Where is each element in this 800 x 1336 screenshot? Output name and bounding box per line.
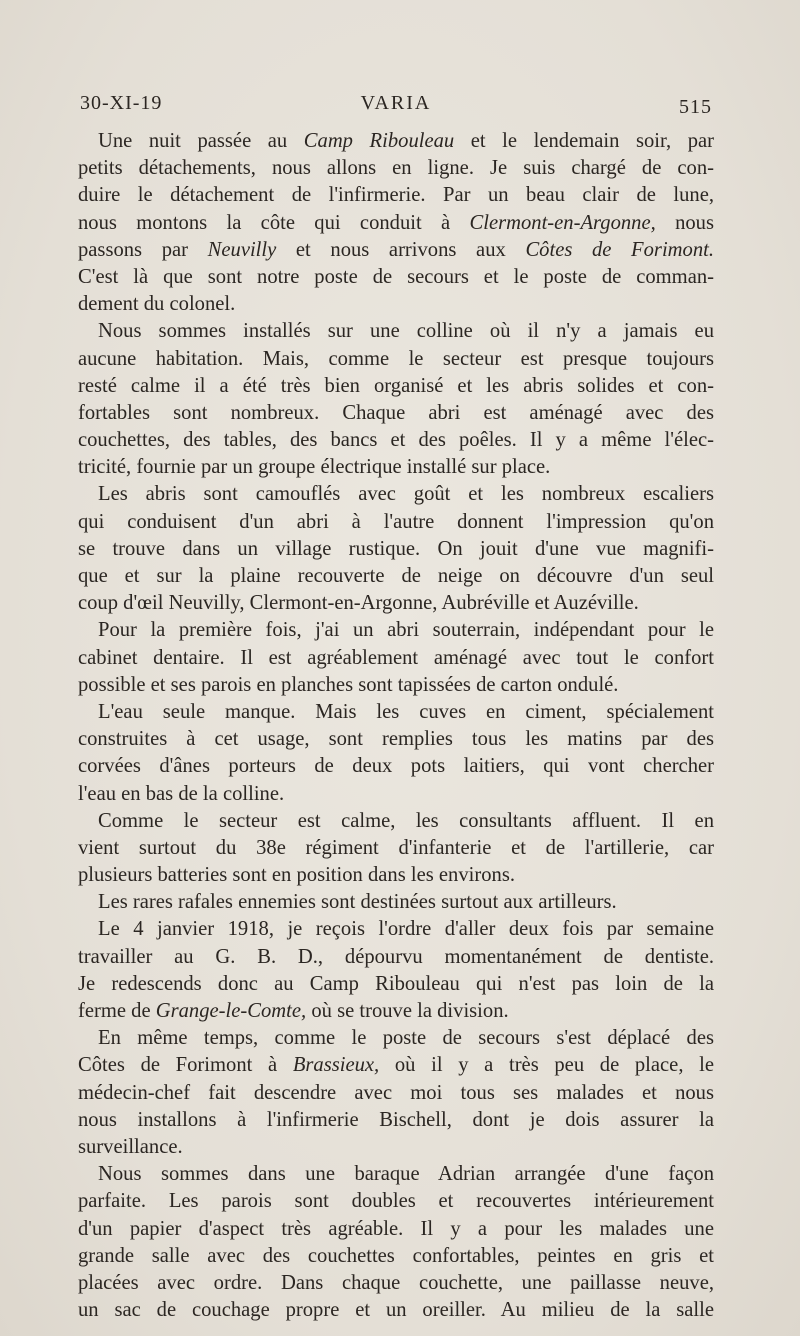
- text-line: [78, 617, 714, 644]
- text-line: [78, 318, 714, 345]
- text-line: [78, 291, 714, 318]
- italic-text: Grange-le-Comte,: [155, 1000, 307, 1022]
- text-line: [78, 672, 714, 699]
- page-number: 515: [679, 96, 712, 118]
- text-line: [78, 1216, 714, 1243]
- text-run: couchettes, des tables, des bancs et des poêles. Il y a même l'élec-: [78, 429, 714, 452]
- text-line: [78, 781, 714, 808]
- text-run: nous montons la côte qui conduit à: [78, 211, 470, 234]
- text-run: l'eau en bas de la colline.: [78, 782, 285, 805]
- text-run: L'eau seule manque. Mais les cuves en ciment, spécialement: [98, 700, 714, 723]
- text-run: Le 4 janvier 1918, je reçois l'ordre d'aller deux fois par semaine: [98, 918, 714, 941]
- text-run: un sac de couchage propre et un oreiller. Au milieu de la salle: [78, 1299, 714, 1322]
- text-run: qui conduisent d'un abri à l'autre donnent l'impression qu'on: [78, 510, 714, 533]
- italic-text: Brassieux,: [292, 1054, 380, 1077]
- text-run: placées avec ordre. Dans chaque couchette, une paillasse neuve,: [78, 1271, 714, 1294]
- text-line: [78, 726, 714, 753]
- text-run: aucune habitation. Mais, comme le secteur est presque toujours: [78, 347, 714, 370]
- text-line: [78, 944, 714, 971]
- text-run: construites à cet usage, sont remplies tous les matins par des: [78, 728, 714, 751]
- header-date: 30-XI-19: [80, 92, 163, 114]
- text-line: [78, 400, 714, 427]
- text-line: [78, 427, 714, 454]
- text-run: vient surtout du 38e régiment d'infanterie et de l'artillerie, car: [78, 836, 714, 859]
- italic-text: Côtes de Forimont.: [525, 238, 715, 261]
- text-run: surveillance.: [78, 1135, 183, 1158]
- text-line: [78, 808, 714, 835]
- text-line: [78, 509, 714, 536]
- text-run: Nous sommes dans une baraque Adrian arrangée d'une façon: [98, 1163, 714, 1186]
- header-section-title: VARIA: [360, 92, 432, 114]
- text-run: Pour la première fois, j'ai un abri souterrain, indépendant pour le: [98, 619, 714, 642]
- text-line: [78, 1161, 714, 1188]
- text-line: [78, 998, 714, 1025]
- text-line: [78, 835, 714, 862]
- text-run: Comme le secteur est calme, les consultants affluent. Il en: [98, 809, 714, 832]
- text-line: [78, 1134, 714, 1161]
- text-run: passons par: [78, 238, 208, 261]
- text-line: [78, 916, 714, 943]
- text-line: [78, 563, 714, 590]
- text-run: se trouve dans un village rustique. On jouit d'une vue magnifi-: [78, 537, 714, 560]
- text-run: où se trouve la division.: [306, 1000, 509, 1022]
- text-line: [78, 182, 714, 209]
- text-run: possible et ses parois en planches sont tapissées de carton ondulé.: [78, 673, 619, 696]
- text-run: coup d'œil Neuvilly, Clermont-en-Argonne, Aubréville et Auzéville.: [78, 592, 639, 615]
- italic-text: Neuvilly: [207, 238, 277, 261]
- text-line: [78, 753, 714, 780]
- text-line: [78, 1080, 714, 1107]
- text-run: que et sur la plaine recouverte de neige on découvre d'un seul: [78, 565, 714, 587]
- text-run: et le lendemain soir, par: [454, 130, 715, 152]
- text-line: [78, 237, 714, 264]
- text-run: plusieurs batteries sont en position dans les environs.: [78, 864, 515, 887]
- text-line: [78, 373, 714, 400]
- text-run: Je redescends donc au Camp Ribouleau qui n'est pas loin de la: [78, 972, 714, 995]
- text-run: médecin-chef fait descendre avec moi tous ses malades et nous: [78, 1081, 714, 1104]
- text-line: [78, 699, 714, 726]
- text-run: duire le détachement de l'infirmerie. Par un beau clair de lune,: [78, 184, 714, 207]
- text-line: [78, 862, 714, 889]
- text-line: [78, 454, 714, 481]
- text-run: Les abris sont camouflés avec goût et les nombreux escaliers: [98, 483, 714, 506]
- text-run: Une nuit passée au: [98, 130, 304, 152]
- text-line: [78, 971, 714, 998]
- text-run: d'un papier d'aspect très agréable. Il y a pour les malades une: [78, 1217, 714, 1240]
- italic-text: Camp Ribouleau: [303, 130, 455, 152]
- text-run: nous: [655, 211, 714, 234]
- text-run: grande salle avec des couchettes confortables, peintes en gris et: [78, 1244, 714, 1267]
- text-line: [78, 1025, 714, 1052]
- text-line: [78, 210, 714, 237]
- italic-text: Clermont-en-Argonne,: [469, 211, 656, 234]
- text-run: ferme de: [78, 1000, 156, 1022]
- text-line: [78, 645, 714, 672]
- text-line: [78, 889, 714, 916]
- text-run: Côtes de Forimont à: [78, 1054, 293, 1077]
- text-line: [78, 155, 714, 182]
- text-run: travailler au G. B. D., dépourvu momentanément de dentiste.: [78, 945, 714, 968]
- text-run: resté calme il a été très bien organisé et les abris solides et con-: [78, 374, 714, 397]
- text-run: corvées d'ânes porteurs de deux pots laitiers, qui vont chercher: [78, 755, 714, 778]
- text-line: [78, 1297, 714, 1324]
- text-run: dement du colonel.: [78, 293, 236, 316]
- running-header: [80, 92, 712, 122]
- text-run: Les rares rafales ennemies sont destinées surtout aux artilleurs.: [98, 891, 617, 914]
- text-run: et nous arrivons aux: [276, 238, 526, 261]
- text-run: Nous sommes installés sur une colline où il n'y a jamais eu: [98, 320, 714, 343]
- text-line: [78, 481, 714, 508]
- text-run: cabinet dentaire. Il est agréablement aménagé avec tout le confort: [78, 646, 714, 669]
- text-line: [78, 1188, 714, 1215]
- text-run: C'est là que sont notre poste de secours et le poste de comman-: [78, 265, 714, 288]
- text-run: tricité, fournie par un groupe électrique installé sur place.: [78, 456, 551, 479]
- text-run: En même temps, comme le poste de secours s'est déplacé des: [98, 1027, 714, 1050]
- text-line: [78, 346, 714, 373]
- text-line: [78, 264, 714, 291]
- text-run: fortables sont nombreux. Chaque abri est aménagé avec des: [78, 401, 714, 424]
- text-line: [78, 536, 714, 563]
- text-line: [78, 1107, 714, 1134]
- text-line: [78, 1052, 714, 1079]
- text-line: [78, 128, 714, 155]
- text-line: [78, 1243, 714, 1270]
- body-text: [78, 128, 714, 1324]
- text-run: nous installons à l'infirmerie Bischell, dont je dois assurer la: [78, 1108, 714, 1131]
- text-line: [78, 1270, 714, 1297]
- text-run: où il y a très peu de place, le: [379, 1054, 714, 1077]
- text-line: [78, 590, 714, 617]
- text-run: petits détachements, nous allons en ligne. Je suis chargé de con-: [78, 157, 714, 180]
- text-run: parfaite. Les parois sont doubles et recouvertes intérieurement: [78, 1190, 714, 1213]
